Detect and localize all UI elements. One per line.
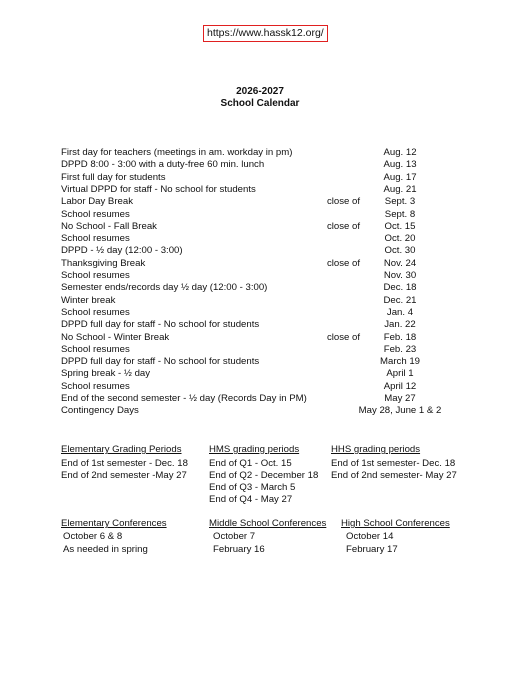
- event-date: Aug. 13: [383, 159, 417, 171]
- event-label: End of the second semester - ½ day (Records Day in PM): [61, 393, 307, 404]
- list-item: October 14: [346, 531, 394, 542]
- event-close-of: close of: [327, 196, 361, 208]
- event-date: Dec. 21: [383, 294, 417, 306]
- event-label: No School - Winter Break: [61, 331, 170, 343]
- list-item: End of 2nd semester -May 27: [61, 470, 187, 481]
- hhs-grading-heading: HHS grading periods: [331, 444, 421, 455]
- list-item: End of Q4 - May 27: [209, 494, 293, 505]
- list-item: October 6 & 8: [63, 531, 123, 542]
- list-item: End of 1st semester - Dec. 18: [61, 458, 188, 469]
- event-date: May 28, June 1 & 2: [358, 405, 442, 417]
- event-label: Virtual DPPD for staff - No school for students: [61, 183, 256, 195]
- event-date: Aug. 21: [383, 183, 417, 195]
- elementary-grading-heading: Elementary Grading Periods: [61, 444, 182, 455]
- website-link[interactable]: https://www.hassk12.org/: [203, 25, 328, 42]
- calendar-year: 2026-2027: [236, 86, 284, 97]
- event-date: Jan. 4: [386, 306, 414, 318]
- event-label: DPPD full day for staff - No school for students: [61, 319, 260, 331]
- list-item: As needed in spring: [63, 544, 148, 555]
- high-conferences-heading: High School Conferences: [341, 518, 450, 529]
- middle-conferences-heading: Middle School Conferences: [209, 518, 327, 529]
- event-label: School resumes: [61, 380, 130, 392]
- event-date: March 19: [380, 356, 420, 368]
- list-item: End of Q2 - December 18: [209, 470, 319, 481]
- event-label: Labor Day Break: [61, 196, 133, 208]
- event-label: Spring break - ½ day: [61, 368, 151, 380]
- event-label: DPPD full day for staff - No school for students: [61, 356, 260, 368]
- list-item: End of 2nd semester- May 27: [331, 470, 457, 481]
- event-date: Feb. 23: [383, 343, 417, 355]
- event-label: School resumes: [61, 306, 130, 318]
- event-label: Winter break: [61, 294, 116, 306]
- list-item: End of 1st semester- Dec. 18: [331, 458, 456, 469]
- event-date: Jan. 22: [384, 319, 416, 331]
- event-label: First day for teachers (meetings in am. workday in pm): [61, 147, 293, 158]
- page-title: School Calendar: [220, 98, 300, 109]
- event-date: Nov. 30: [383, 270, 417, 281]
- event-label: Contingency Days: [61, 405, 139, 417]
- event-date: Dec. 18: [383, 282, 417, 294]
- event-date: Aug. 17: [383, 171, 417, 183]
- event-date: Oct. 20: [384, 233, 416, 245]
- list-item: February 17: [346, 544, 398, 555]
- event-date: April 12: [383, 380, 417, 392]
- event-date: Oct. 15: [384, 220, 416, 232]
- event-date: Nov. 24: [383, 257, 417, 269]
- hms-grading-heading: HMS grading periods: [209, 444, 300, 455]
- event-label: School resumes: [61, 208, 130, 220]
- list-item: February 16: [213, 544, 265, 555]
- event-label: Semester ends/records day ½ day (12:00 - 3:00): [61, 282, 268, 294]
- event-close-of: close of: [327, 220, 361, 232]
- event-close-of: close of: [327, 257, 361, 269]
- event-date: Feb. 18: [383, 331, 417, 343]
- event-date: April 1: [386, 368, 414, 380]
- list-item: End of Q1 - Oct. 15: [209, 458, 292, 469]
- event-close-of: close of: [327, 331, 361, 343]
- event-label: School resumes: [61, 270, 130, 281]
- event-date: May 27: [384, 393, 416, 404]
- event-date: Sept. 8: [384, 208, 416, 220]
- event-date: Oct. 30: [384, 245, 416, 257]
- list-item: October 7: [213, 531, 256, 542]
- list-item: End of Q3 - March 5: [209, 482, 296, 493]
- event-label: School resumes: [61, 343, 130, 355]
- event-label: No School - Fall Break: [61, 220, 157, 232]
- event-date: Sept. 3: [384, 196, 416, 208]
- event-label: First full day for students: [61, 171, 166, 183]
- event-label: School resumes: [61, 233, 130, 245]
- event-label: DPPD - ½ day (12:00 - 3:00): [61, 245, 183, 257]
- event-date: Aug. 12: [383, 147, 417, 158]
- elementary-conferences-heading: Elementary Conferences: [61, 518, 167, 529]
- event-label: Thanksgiving Break: [61, 257, 146, 269]
- event-label: DPPD 8:00 - 3:00 with a duty-free 60 min. lunch: [61, 159, 265, 171]
